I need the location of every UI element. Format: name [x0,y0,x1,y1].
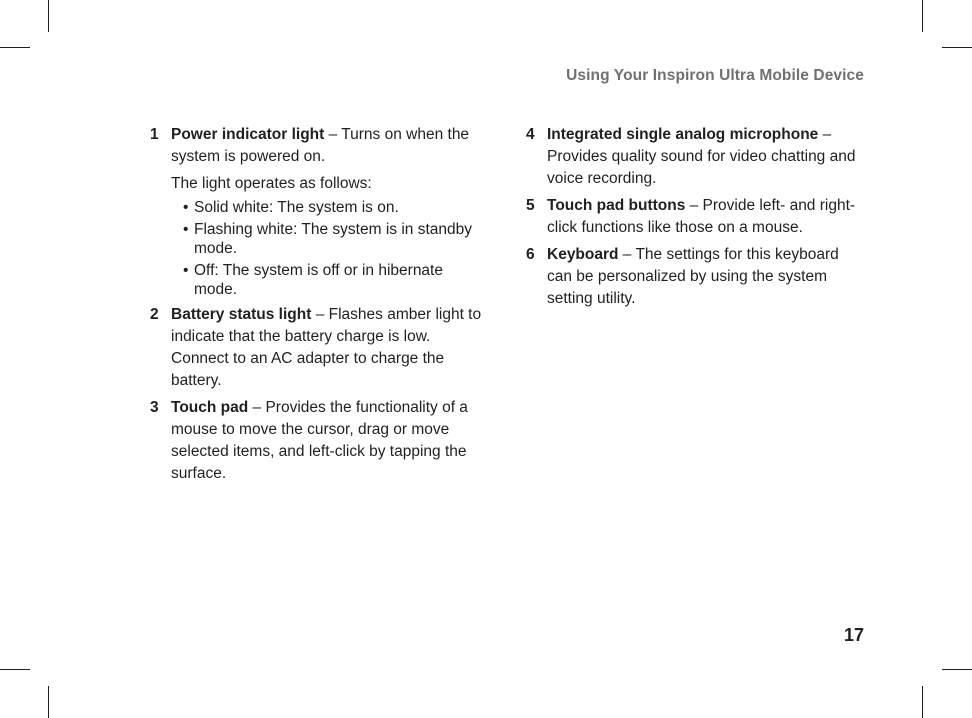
bullet-text: Flashing white: The system is in standby mode. [194,221,472,257]
bullet-icon: • [183,262,189,279]
bullet-icon: • [183,221,189,238]
bullet-item [183,220,485,258]
item-text [171,397,485,485]
light-states-list [171,198,485,299]
left-column [150,124,485,490]
crop-mark-bottom-left-vertical [48,686,49,718]
bullet-icon: • [183,199,189,216]
crop-mark-top-right-vertical [922,0,923,32]
crop-mark-bottom-left-horizontal [0,669,30,670]
running-header: Using Your Inspiron Ultra Mobile Device [566,67,864,84]
crop-mark-top-right-horizontal [942,47,972,48]
item-number: 4 [526,126,535,143]
bullet-text: Solid white: The system is on. [194,199,399,216]
item-description: – Provides quality sound for video chatting and voice recording. [547,126,856,187]
item-number: 2 [150,306,159,323]
list-item-microphone [526,124,866,190]
crop-mark-bottom-right-vertical [922,686,923,718]
item-number: 1 [150,126,159,143]
item-number: 6 [526,246,535,263]
bullet-item [183,261,485,299]
item-number: 3 [150,399,159,416]
item-sub-paragraph: The light operates as follows: [171,175,372,192]
item-title: Battery status light [171,306,312,323]
crop-mark-top-left-vertical [48,0,49,32]
item-description: – Turns on when the system is powered on. [171,126,470,165]
item-text [547,195,866,239]
item-title: Integrated single analog microphone [547,126,819,143]
crop-mark-top-left-horizontal [0,47,30,48]
list-item-touch-pad-buttons [526,195,866,239]
item-description: – Flashes amber light to indicate that the battery charge is low. Connect to an AC adapter to charge the battery. [171,306,482,389]
item-text [547,124,866,190]
item-text [171,124,485,168]
item-number: 5 [526,197,535,214]
item-text [547,244,866,310]
item-description: – Provide left- and right-click functions like those on a mouse. [547,197,856,236]
item-title: Touch pad [171,399,249,416]
list-item-power-indicator [150,124,485,299]
bullet-text: Off: The system is off or in hibernate mode. [194,262,443,298]
item-text [171,304,485,392]
list-item-touch-pad [150,397,485,485]
item-description: – Provides the functionality of a mouse to move the cursor, drag or move selected items, and left-click by tapping the surface. [171,399,468,482]
list-item-battery-status [150,304,485,392]
crop-mark-bottom-right-horizontal [942,669,972,670]
page-number: 17 [843,625,864,645]
item-description: – The settings for this keyboard can be personalized by using the system setting utility. [547,246,839,307]
item-title: Touch pad buttons [547,197,686,214]
item-title: Keyboard [547,246,619,263]
right-column [526,124,866,315]
item-title: Power indicator light [171,126,325,143]
bullet-item [183,198,485,217]
list-item-keyboard [526,244,866,310]
